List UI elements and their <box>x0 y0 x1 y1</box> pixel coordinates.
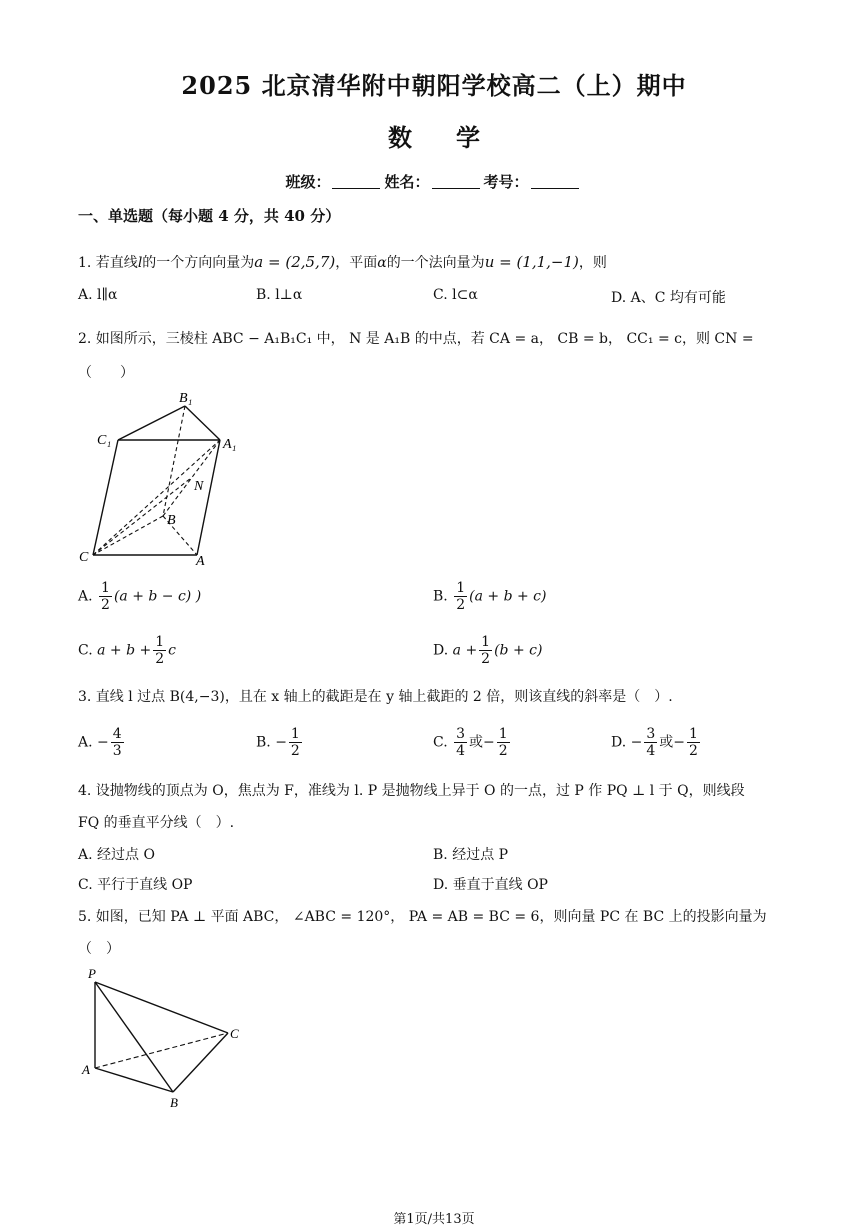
label-p: P <box>88 966 96 981</box>
q2-a-letter: A. <box>78 588 93 605</box>
q4-option-b[interactable]: B. 经过点 P <box>433 847 509 863</box>
frac-den: 2 <box>155 651 165 667</box>
q3-a-letter: A. − <box>78 734 109 751</box>
edge-a-b <box>95 1068 173 1092</box>
q3-a-fraction <box>111 726 124 759</box>
page-footer: 第1页/共13页 <box>393 1212 475 1227</box>
q3-b-fraction <box>289 726 302 759</box>
q2-option-a[interactable] <box>78 580 201 613</box>
frac-num: 1 <box>498 726 508 742</box>
frac-den: 2 <box>498 743 508 759</box>
frac-num: 4 <box>112 726 122 742</box>
class-label: 班级： <box>285 173 331 191</box>
frac-den: 2 <box>481 651 491 667</box>
q1-text-a: 1. 若直线 <box>78 255 138 271</box>
frac-num: 3 <box>646 726 656 742</box>
q2-c-expr-2: c <box>168 642 177 659</box>
q2-d-letter: D. <box>433 642 449 659</box>
q2-option-b[interactable] <box>433 580 546 613</box>
q1-var-l: l <box>137 255 143 271</box>
question-2-bracket: （ ） <box>78 365 134 381</box>
label-b: B <box>167 513 176 528</box>
q2-b-fraction <box>454 580 467 613</box>
edge-p-b <box>95 982 173 1092</box>
frac-den: 4 <box>646 743 656 759</box>
q3-c-letter: C. <box>433 734 448 751</box>
edge-b-c <box>173 1033 228 1092</box>
question-4-stem-line2: FQ 的垂直平分线（ ）. <box>78 815 235 831</box>
frac-den: 2 <box>456 597 466 613</box>
exam-title: 2025 北京清华附中朝阳学校高二（上）期中 <box>181 71 687 100</box>
label-a: A <box>196 554 205 569</box>
q3-b-letter: B. − <box>256 734 287 751</box>
question-3-stem: 3. 直线 l 过点 B(4,−3)，且在 x 轴上的截距是在 y 轴上截距的 2 倍，则该直线的斜率是（ ）. <box>78 689 673 705</box>
name-blank <box>432 174 480 189</box>
frac-num: 1 <box>456 580 466 596</box>
question-2-stem: 2. 如图所示，三棱柱 ABC − A₁B₁C₁ 中， N 是 A₁B 的中点，若 CA = a， CB = b， CC₁ = c，则 CN = <box>78 331 754 347</box>
q1-option-b[interactable]: B. l⊥α <box>256 287 303 303</box>
student-info-row <box>0 171 868 192</box>
q4-option-d[interactable]: D. 垂直于直线 OP <box>433 877 548 893</box>
frac-num: 1 <box>689 726 698 742</box>
q1-option-d[interactable]: D. A、C 均有可能 <box>611 290 726 306</box>
q2-b-expr: (a + b + c) <box>469 588 547 605</box>
question-4-stem-line1: 4. 设抛物线的顶点为 O，焦点为 F，准线为 l. P 是抛物线上异于 O 的一点，过 P 作 PQ ⊥ l 于 Q，则线段 <box>78 783 745 799</box>
q2-d-expr-1: a + <box>452 642 478 659</box>
label-c: C <box>230 1026 239 1041</box>
frac-den: 2 <box>290 743 300 759</box>
edge-b-a1 <box>163 440 220 516</box>
edge-p-c <box>95 982 228 1033</box>
label-a1: A₁ <box>223 437 237 452</box>
q3-option-b[interactable] <box>256 726 304 759</box>
q1-text-d: 的一个法向量为 <box>386 255 485 271</box>
subject-char-1: 数 <box>388 123 412 152</box>
frac-den: 2 <box>101 597 110 613</box>
frac-num: 1 <box>290 726 300 742</box>
q2-c-letter: C. <box>78 642 93 659</box>
edge-c1-b1 <box>118 406 185 440</box>
edge-b-c <box>93 516 163 555</box>
q4-option-c[interactable]: C. 平行于直线 OP <box>78 877 193 893</box>
q2-option-d[interactable] <box>433 634 542 667</box>
prism-figure <box>75 388 250 570</box>
label-c1: C₁ <box>97 433 112 448</box>
edge-b1-a1 <box>185 406 220 440</box>
q3-option-d[interactable] <box>611 726 702 759</box>
q1-option-c[interactable]: C. l⊂α <box>433 287 478 303</box>
frac-num: 1 <box>101 580 110 596</box>
label-b: B <box>170 1095 178 1110</box>
class-blank <box>332 174 380 189</box>
subject-title <box>0 118 868 153</box>
q1-text-e: ，则 <box>578 255 607 271</box>
frac-num: 1 <box>481 634 491 650</box>
q2-c-fraction <box>153 634 166 667</box>
q1-alpha: α <box>377 255 387 271</box>
edge-c1-c <box>93 440 118 555</box>
pyramid-figure <box>78 962 258 1114</box>
frac-num: 1 <box>155 634 165 650</box>
q1-text-c: ，平面 <box>335 255 378 271</box>
q1-vector-a: a = (2,5,7) <box>254 253 336 271</box>
q3-c-fraction-2 <box>497 726 510 759</box>
q3-d-fraction-1 <box>644 726 657 759</box>
q3-d-or: 或− <box>659 734 686 751</box>
q4-option-a[interactable]: A. 经过点 O <box>78 847 155 863</box>
q1-vector-u: u = (1,1,−1) <box>484 253 579 271</box>
question-5-bracket: （ ） <box>78 941 120 957</box>
q3-d-letter: D. − <box>611 734 643 751</box>
q3-option-a[interactable] <box>78 726 126 759</box>
q3-c-fraction-1 <box>454 726 467 759</box>
id-blank <box>531 174 579 189</box>
label-b1: B₁ <box>179 391 193 406</box>
section-heading: 一、单选题（每小题 4 分，共 40 分） <box>78 207 341 225</box>
q2-d-fraction <box>479 634 492 667</box>
frac-den: 4 <box>456 743 466 759</box>
subject-char-2: 学 <box>456 123 480 152</box>
label-n: N <box>194 479 204 494</box>
label-a: A <box>82 1062 90 1077</box>
q2-a-fraction <box>99 580 112 613</box>
name-label: 姓名： <box>384 173 430 191</box>
label-c: C <box>79 550 89 565</box>
q3-c-or: 或− <box>469 734 495 751</box>
q1-option-a[interactable]: A. l∥α <box>78 287 118 303</box>
q2-d-expr-2: (b + c) <box>494 642 543 659</box>
q2-c-expr-1: a + b + <box>97 642 152 659</box>
frac-den: 3 <box>112 743 122 759</box>
question-1-stem <box>78 252 607 272</box>
frac-den: 2 <box>689 743 698 759</box>
q3-d-fraction-2 <box>687 726 700 759</box>
edge-b1-b <box>163 406 185 516</box>
edge-a1-a <box>197 440 220 555</box>
question-5-stem: 5. 如图，已知 PA ⊥ 平面 ABC， ∠ABC = 120°， PA = AB = BC = 6，则向量 PC 在 BC 上的投影向量为 <box>78 909 767 925</box>
q2-option-c[interactable] <box>78 634 176 667</box>
frac-num: 3 <box>456 726 466 742</box>
q2-b-letter: B. <box>433 588 448 605</box>
q2-a-expr: (a + b − c) ) <box>113 588 202 605</box>
q3-option-c[interactable] <box>433 726 512 759</box>
edge-a-c <box>95 1033 228 1068</box>
id-label: 考号： <box>483 173 529 191</box>
q1-text-b: 的一个方向向量为 <box>142 255 255 271</box>
